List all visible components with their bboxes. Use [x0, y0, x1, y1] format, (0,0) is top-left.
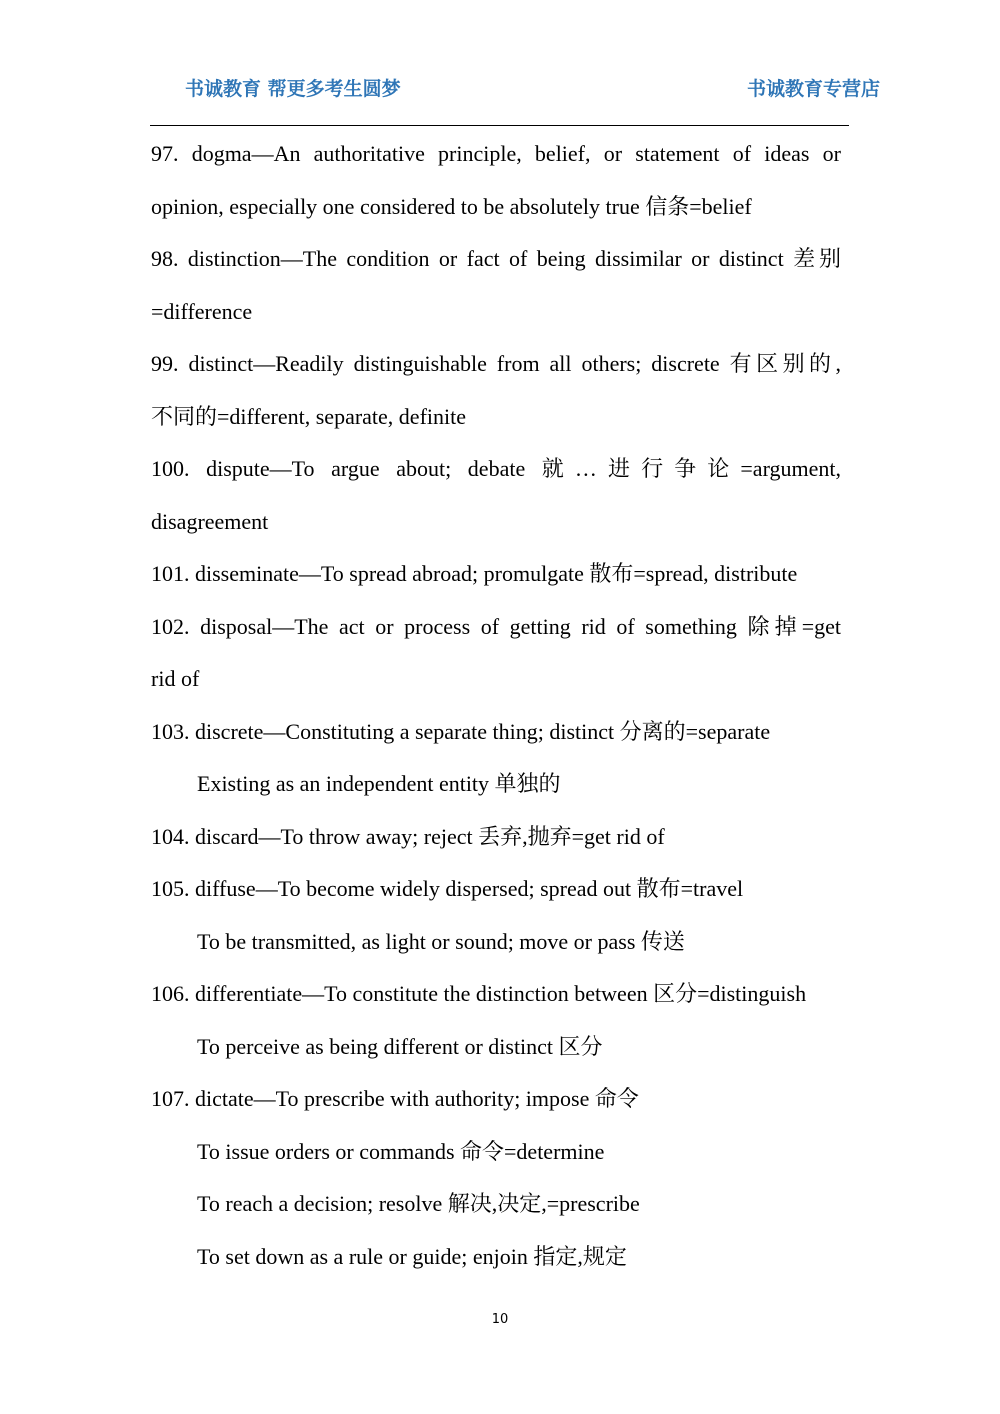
page-number: 10: [491, 1312, 509, 1327]
entry-subsense-line: To issue orders or commands 命令=determine: [197, 1138, 605, 1164]
entry-line: =difference: [151, 298, 253, 324]
entry-subsense-line: To set down as a rule or guide; enjoin 指定,规定: [197, 1243, 627, 1269]
vocabulary-list: [151, 128, 841, 1283]
entry-line: 101. disseminate—To spread abroad; promulgate 散布=spread, distribute: [151, 561, 798, 586]
entry-line: 104. discard—To throw away; reject 丢弃,抛弃=get rid of: [151, 823, 665, 849]
entry-line: 100. dispute—To argue about; debate 就…进行争论=argument,: [151, 456, 841, 481]
entry-line: 97. dogma—An authoritative principle, belief, or statement of ideas or: [151, 141, 841, 166]
entry-line: 107. dictate—To prescribe with authority; impose 命令: [151, 1086, 639, 1111]
entry-subsense-line: To reach a decision; resolve 解决,决定,=prescribe: [197, 1191, 640, 1216]
entry-subsense-line: To be transmitted, as light or sound; move or pass 传送: [197, 928, 685, 954]
entry-line: 103. discrete—Constituting a separate thing; distinct 分离的=separate: [151, 718, 771, 744]
header-store-name: 书诚教育专营店: [746, 78, 880, 100]
entry-line: disagreement: [151, 508, 269, 534]
entry-line: 106. differentiate—To constitute the distinction between 区分=distinguish: [151, 981, 807, 1006]
entry-line: opinion, especially one considered to be absolutely true 信条=belief: [151, 193, 752, 219]
header-divider: [150, 125, 849, 126]
entry-subsense-line: To perceive as being different or distinct 区分: [197, 1033, 603, 1059]
entry-line: 105. diffuse—To become widely dispersed; spread out 散布=travel: [151, 876, 744, 901]
entry-line: 不同的=different, separate, definite: [151, 403, 466, 429]
entry-line: rid of: [151, 666, 200, 691]
entry-line: 99. distinct—Readily distinguishable from all others; discrete 有区别的,: [151, 351, 841, 376]
entry-line: 98. distinction—The condition or fact of being dissimilar or distinct 差别: [151, 246, 841, 271]
entry-subsense-line: Existing as an independent entity 单独的: [197, 771, 561, 796]
page-header: [185, 70, 880, 102]
header-slogan: 书诚教育 帮更多考生圆梦: [185, 78, 401, 100]
entry-line: 102. disposal—The act or process of getting rid of something 除掉=get: [151, 613, 841, 639]
